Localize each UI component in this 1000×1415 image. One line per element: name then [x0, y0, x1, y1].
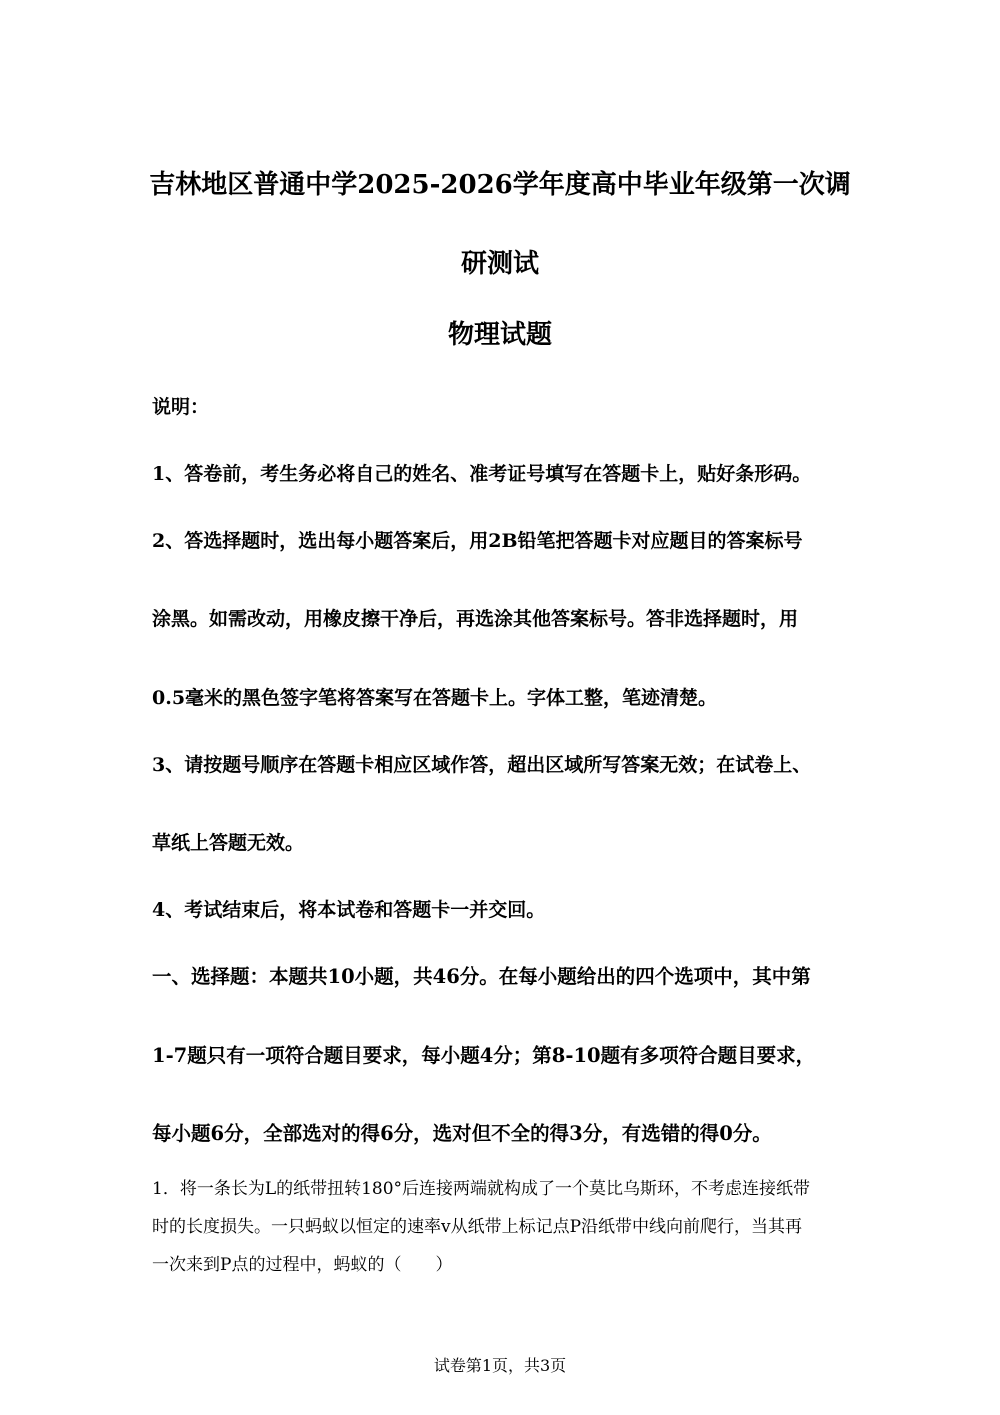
section-1-line-1: 一、选择题：本题共10小题，共46分。在每小题给出的四个选项中，其中第 [152, 965, 811, 988]
exam-title-line-2: 研测试 [460, 249, 539, 279]
instruction-line-4: 0.5毫米的黑色签字笔将答案写在答题卡上。字体工整，笔迹清楚。 [152, 687, 718, 709]
instruction-line-7: 4、考试结束后，将本试卷和答题卡一并交回。 [152, 899, 546, 921]
section-1-line-2: 1-7题只有一项符合题目要求，每小题4分；第8-10题有多项符合题目要求， [152, 1044, 816, 1067]
instruction-line-1: 1、答卷前，考生务必将自己的姓名、准考证号填写在答题卡上，贴好条形码。 [152, 463, 812, 485]
instructions-heading: 说明： [152, 396, 210, 418]
page-footer: 试卷第1页，共3页 [433, 1356, 567, 1375]
question-1-line-3: 一次来到P点的过程中，蚂蚁的（ ） [152, 1255, 453, 1275]
instruction-line-5: 3、请按题号顺序在答题卡相应区域作答，超出区域所写答案无效；在试卷上、 [152, 754, 812, 776]
exam-title-line-1: 吉林地区普通中学2025-2026学年度高中毕业年级第一次调 [149, 170, 851, 200]
question-1-line-2: 时的长度损失。一只蚂蚁以恒定的速率v从纸带上标记点P沿纸带中线向前爬行，当其再 [152, 1217, 803, 1237]
subject-title: 物理试题 [447, 320, 552, 350]
instruction-line-3: 涂黑。如需改动，用橡皮擦干净后，再选涂其他答案标号。答非选择题时，用 [152, 608, 799, 630]
instruction-line-2: 2、答选择题时，选出每小题答案后，用2B铅笔把答题卡对应题目的答案标号 [152, 530, 803, 552]
section-1-line-3: 每小题6分，全部选对的得6分，选对但不全的得3分，有选错的得0分。 [152, 1122, 772, 1145]
instruction-line-6: 草纸上答题无效。 [152, 832, 305, 854]
question-1-line-1: 1．将一条长为L的纸带扭转180°后连接两端就构成了一个莫比乌斯环，不考虑连接纸带 [152, 1179, 811, 1199]
